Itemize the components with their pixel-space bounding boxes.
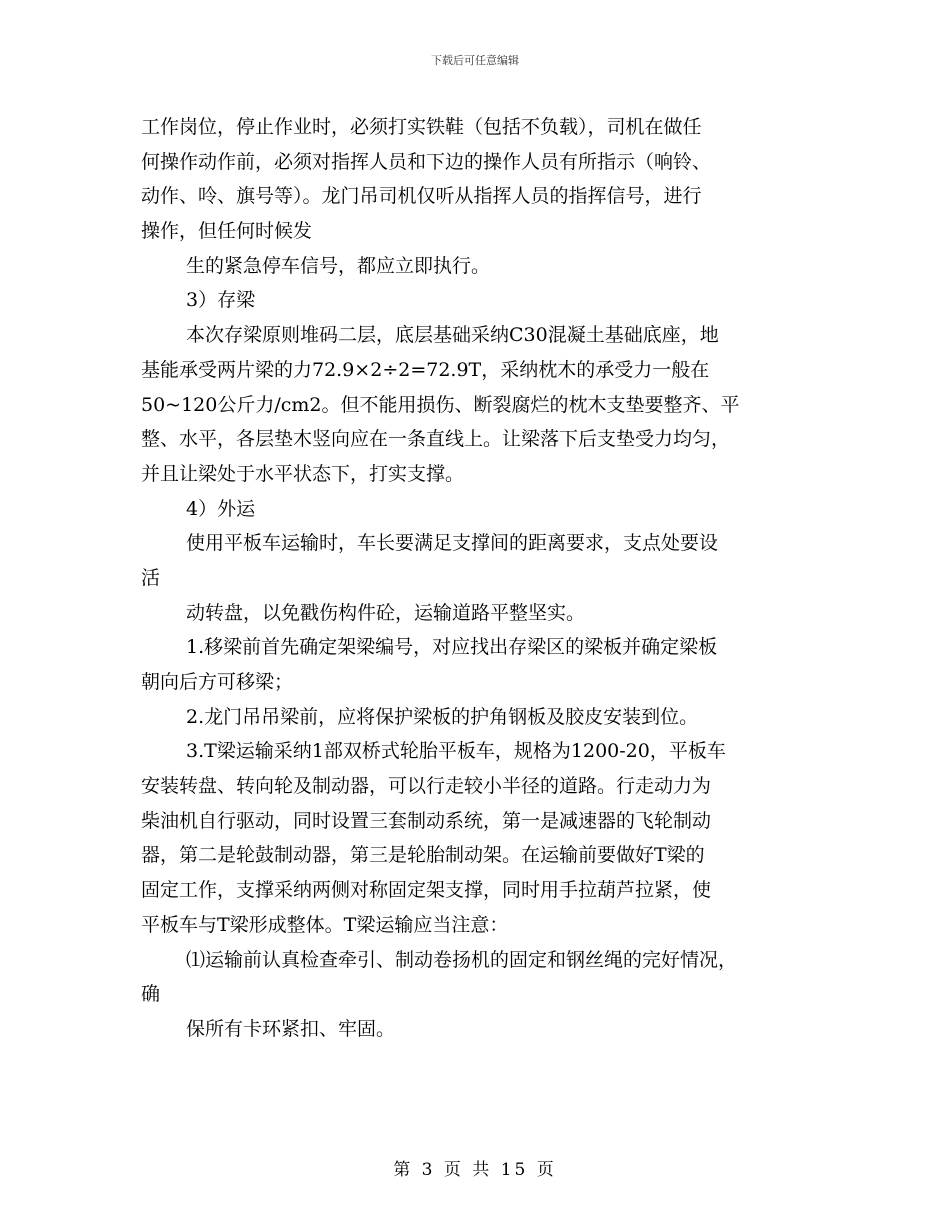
- text-line: 确: [141, 983, 161, 1006]
- list-item-3: 3.T梁运输采纳1部双桥式轮胎平板车，规格为1200-20，平板车: [186, 740, 726, 763]
- list-item-2: 2.龙门吊吊梁前，应将保护梁板的护角钢板及胶皮安装到位。: [186, 705, 699, 728]
- list-item-1: 1.移梁前首先确定架梁编号，对应找出存梁区的梁板并确定梁板: [186, 636, 718, 659]
- text-line: 操作，但任何时候发: [141, 220, 313, 243]
- text-line: 平板车与T梁形成整体。T梁运输应当注意：: [141, 913, 509, 936]
- text-line: 整、水平，各层垫木竖向应在一条直线上。让梁落下后支垫受力均匀，: [141, 428, 731, 451]
- text-line: 活: [141, 566, 161, 589]
- text-line: 动作、呤、旗号等）。龙门吊司机仅听从指挥人员的指挥信号，进行: [141, 185, 702, 208]
- text-line: 使用平板车运输时，车长要满足支撑间的距离要求，支点处要设: [186, 532, 719, 555]
- body-text: [141, 110, 811, 1047]
- text-line: 器，第二是轮鼓制动器，第三是轮胎制动架。在运输前要做好T梁的: [141, 844, 705, 867]
- text-line: 并且让梁处于水平状态下，打实支撑。: [141, 462, 465, 485]
- text-line: 工作岗位，停止作业时，必须打实铁鞋（包括不负载），司机在做任: [141, 116, 702, 138]
- text-line: 朝向后方可移梁；: [141, 671, 294, 693]
- text-line: 基能承受两片梁的力72.9×2÷2=72.9T，采纳枕木的承受力一般在: [141, 358, 710, 381]
- section-heading-transport: 4）外运: [186, 497, 256, 520]
- text-line: 动转盘，以免戳伤构件砼，运输道路平整坚实。: [186, 601, 586, 624]
- page-footer: 第 3 页 共 15 页: [393, 1160, 557, 1180]
- text-line: 保所有卡环紧扣、牢固。: [186, 1017, 396, 1040]
- text-line: 本次存梁原则堆码二层，底层基础采纳C30混凝土基础底座，地: [186, 324, 719, 347]
- text-line: 安装转盘、转向轮及制动器，可以行走较小半径的道路。行走动力为: [141, 775, 712, 798]
- text-line: 固定工作，支撑采纳两侧对称固定架支撑，同时用手拉葫芦拉紧，使: [141, 879, 712, 902]
- text-line: 生的紧急停车信号，都应立即执行。: [186, 254, 491, 277]
- section-heading-storage: 3）存梁: [186, 289, 256, 312]
- sub-item-1: ⑴运输前认真检查牵引、制动卷扬机的固定和钢丝绳的完好情况，: [186, 948, 738, 971]
- text-line: 柴油机自行驱动，同时设置三套制动系统，第一是减速器的飞轮制动: [141, 809, 712, 832]
- page-header: 下载后可任意编辑: [431, 54, 519, 67]
- text-line: 何操作动作前，必须对指挥人员和下边的操作人员有所指示（响铃、: [141, 150, 712, 173]
- text-line: 50~120公斤力/cm2。但不能用损伤、断裂腐烂的枕木支垫要整齐、平: [141, 393, 740, 416]
